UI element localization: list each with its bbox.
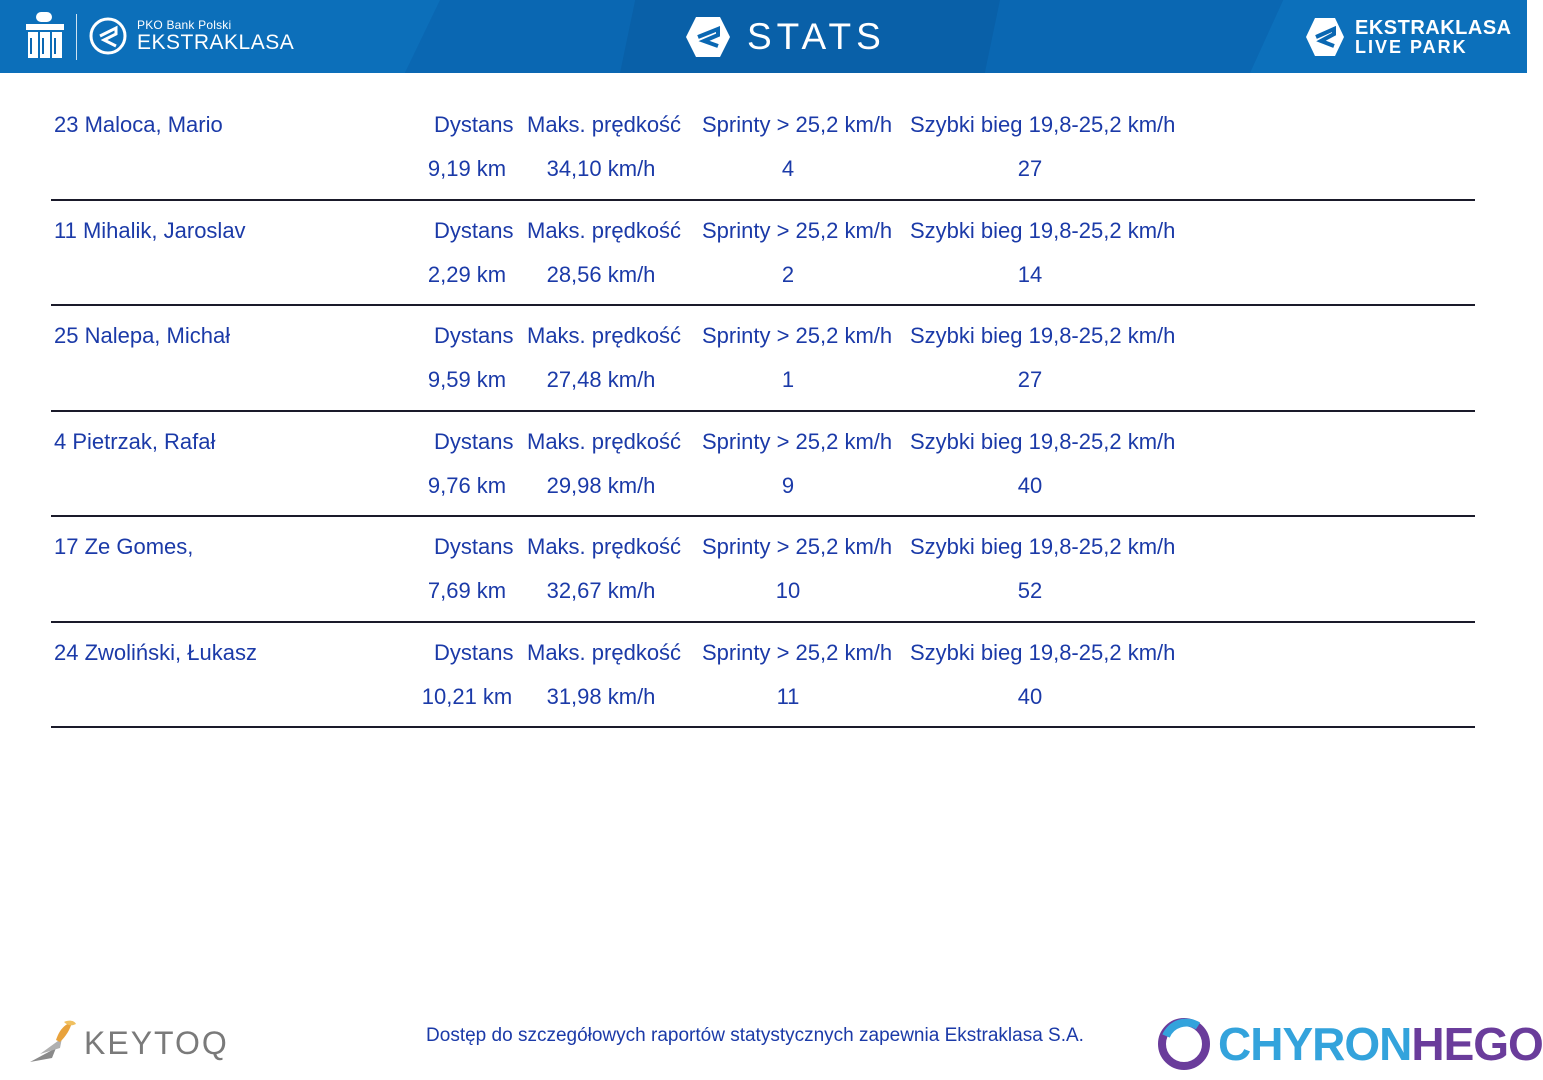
value-fast-run: 52 <box>1017 578 1043 603</box>
header-sprints: Sprinty > 25,2 km/h <box>702 112 893 137</box>
header-fast-run: Szybki bieg 19,8-25,2 km/h <box>910 112 1176 137</box>
value-fast-run: 40 <box>1017 472 1043 498</box>
header-distance: Dystans <box>434 428 514 454</box>
value-fast-run: 40 <box>1017 683 1043 709</box>
brand-small-text: PKO Bank Polski <box>137 18 232 32</box>
header-fast-run: Szybki bieg 19,8-25,2 km/h <box>910 639 1176 665</box>
value-fast-run: 27 <box>1017 156 1043 181</box>
player-name: 4 Pietrzak, Rafał <box>54 428 216 454</box>
player-name: 23 Maloca, Mario <box>54 112 223 137</box>
header-sprints: Sprinty > 25,2 km/h <box>702 323 893 348</box>
value-distance: 9,76 km <box>427 472 507 498</box>
header-max-speed: Maks. prędkość <box>527 112 682 137</box>
chyronhego-wordmark <box>1218 1017 1543 1071</box>
hego-text: HEGO <box>1411 1018 1543 1070</box>
value-sprints: 2 <box>781 261 795 287</box>
value-distance: 9,59 km <box>427 367 507 392</box>
pko-logo-icon <box>22 10 68 62</box>
header-distance: Dystans <box>434 112 514 137</box>
value-sprints: 1 <box>781 367 795 392</box>
value-distance: 2,29 km <box>427 261 507 287</box>
keytoq-wordmark: KEYTOQ <box>84 1025 229 1061</box>
value-sprints: 9 <box>781 472 795 498</box>
footer-note: Dostęp do szczegółowych raportów statystycznych zapewnia Ekstraklasa S.A. <box>426 1025 1084 1046</box>
value-max-speed: 31,98 km/h <box>546 683 656 709</box>
value-sprints: 10 <box>775 578 801 603</box>
value-distance: 7,69 km <box>427 578 507 603</box>
header-max-speed: Maks. prędkość <box>527 428 682 454</box>
value-max-speed: 28,56 km/h <box>546 261 656 287</box>
player-row <box>51 412 1475 518</box>
value-max-speed: 29,98 km/h <box>546 472 656 498</box>
player-name: 11 Mihalik, Jaroslav <box>54 217 246 243</box>
value-max-speed: 34,10 km/h <box>546 156 656 181</box>
player-row <box>51 201 1475 307</box>
page-title: STATS <box>747 16 886 57</box>
header-max-speed: Maks. prędkość <box>527 639 682 665</box>
value-distance: 9,19 km <box>427 156 507 181</box>
header-sprints: Sprinty > 25,2 km/h <box>702 428 893 454</box>
header-fast-run: Szybki bieg 19,8-25,2 km/h <box>910 428 1176 454</box>
brand-big-text: EKSTRAKLASA <box>137 31 295 54</box>
header-sprints: Sprinty > 25,2 km/h <box>702 639 893 665</box>
value-distance: 10,21 km <box>421 683 513 709</box>
header-distance: Dystans <box>434 639 514 665</box>
value-sprints: 11 <box>776 683 800 709</box>
live-park-line1: EKSTRAKLASA <box>1355 17 1512 39</box>
value-sprints: 4 <box>781 156 795 181</box>
header-fast-run: Szybki bieg 19,8-25,2 km/h <box>910 217 1176 243</box>
header-max-speed: Maks. prędkość <box>527 323 682 348</box>
player-name: 24 Zwoliński, Łukasz <box>54 639 257 665</box>
logo-divider <box>76 14 77 60</box>
live-park-e-icon <box>1304 16 1346 58</box>
chyronhego-ring-icon <box>1156 1016 1212 1072</box>
player-row <box>51 95 1475 201</box>
header-sprints: Sprinty > 25,2 km/h <box>702 534 893 559</box>
header-distance: Dystans <box>434 323 514 348</box>
header-max-speed: Maks. prędkość <box>527 217 682 243</box>
chyron-text: CHYRON <box>1218 1018 1412 1070</box>
header-distance: Dystans <box>434 534 514 559</box>
value-max-speed: 32,67 km/h <box>546 578 656 603</box>
header-fast-run: Szybki bieg 19,8-25,2 km/h <box>910 534 1176 559</box>
player-row <box>51 517 1475 623</box>
player-name: 17 Ze Gomes, <box>54 534 194 559</box>
header-max-speed: Maks. prędkość <box>527 534 682 559</box>
stats-e-icon <box>684 15 732 59</box>
ekstraklasa-ball-icon <box>88 14 128 58</box>
value-max-speed: 27,48 km/h <box>546 367 656 392</box>
header-sprints: Sprinty > 25,2 km/h <box>702 217 893 243</box>
player-stats-list <box>0 95 1527 728</box>
header-fast-run: Szybki bieg 19,8-25,2 km/h <box>910 323 1176 348</box>
player-name: 25 Nalepa, Michał <box>54 323 231 348</box>
player-row <box>51 623 1475 729</box>
live-park-line2: LIVE PARK <box>1355 37 1468 57</box>
header-band <box>0 0 1527 73</box>
player-row <box>51 306 1475 412</box>
header-distance: Dystans <box>434 217 514 243</box>
value-fast-run: 14 <box>1017 261 1043 287</box>
value-fast-run: 27 <box>1017 367 1043 392</box>
